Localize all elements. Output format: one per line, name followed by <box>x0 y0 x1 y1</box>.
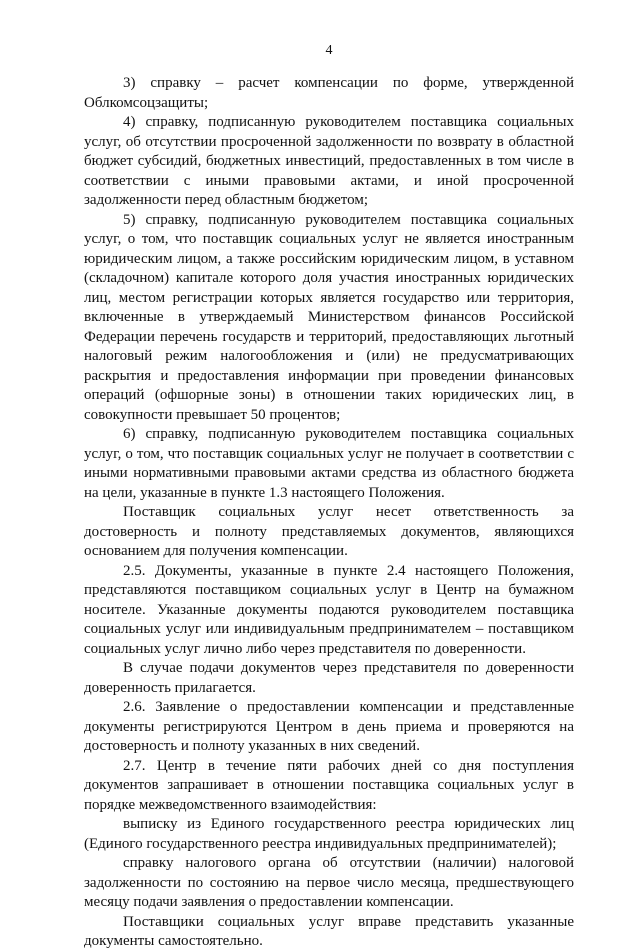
paragraph-2-6: 2.6. Заявление о предоставлении компенсации и представленные документы регистрируются Центром в день приема и проверяются на достоверность и полноту указанных в них сведений. <box>84 699 574 754</box>
paragraph-2-7: 2.7. Центр в течение пяти рабочих дней со дня поступления документов запрашивает в отношении поставщика социальных услуг в порядке межведомственного взаимодействия: <box>84 757 574 813</box>
paragraph-registry-extract: выписку из Единого государственного реестра юридических лиц (Единого государственного реестра индивидуальных предпринимателей); <box>84 816 574 852</box>
paragraph-item-3: 3) справку – расчет компенсации по форме, утвержденной Облкомсоцзащиты; <box>84 75 574 111</box>
paragraph-item-5: 5) справку, подписанную руководителем поставщика социальных услуг, о том, что поставщик социальных услуг не является иностранным юридическим лицом, а также российским юридическим лицом, в уставном (складочном) капитале которого доля участия иностранных юридических лиц, местом регистрации которых является государство или территория, включенные в утверждаемый Министерством финансов Российской Федерации перечень государств и территорий, предоставляющих льготный налоговый режим налогообложения и (или) не предусматривающих раскрытия и предоставления информации при проведении финансовых операций (офшорные зоны) в отношении таких юридических лиц, в совокупности превышает 50 процентов; <box>84 211 574 423</box>
paragraph-responsibility: Поставщик социальных услуг несет ответственность за достоверность и полноту представляемых документов, являющихся основанием для получения компенсации. <box>84 504 574 559</box>
paragraph-tax-certificate: справку налогового органа об отсутствии (наличии) налоговой задолженности по состоянию на первое число месяца, предшествующего месяцу подачи заявления о предоставлении компенсации. <box>84 855 574 910</box>
paragraph-2-5: 2.5. Документы, указанные в пункте 2.4 настоящего Положения, представляются поставщиком социальных услуг в Центр на бумажном носителе. Указанные документы подаются руководителем поставщика социальных услуг или индивидуальным предпринимателем – поставщиком социальных услуг лично либо через представителя по доверенности. <box>84 562 574 657</box>
paragraph-item-6: 6) справку, подписанную руководителем поставщика социальных услуг, о том, что поставщик социальных услуг не получает в соответствии с иными нормативными правовыми актами средства из областного бюджета на цели, указанные в пункте 1.3 настоящего Положения. <box>84 426 574 501</box>
page-number: 4 <box>325 43 333 58</box>
paragraph-power-of-attorney: В случае подачи документов через представителя по доверенности доверенность прилагается. <box>84 660 574 696</box>
paragraph-item-4: 4) справку, подписанную руководителем поставщика социальных услуг, об отсутствии просроченной задолженности по возврату в областной бюджет субсидий, бюджетных инвестиций, предоставленных в том числе в соответствии с иными правовыми актами, и иной просроченной задолженности перед областным бюджетом; <box>84 114 574 208</box>
paragraph-self-submission: Поставщики социальных услуг вправе представить указанные документы самостоятельно. <box>84 913 574 949</box>
